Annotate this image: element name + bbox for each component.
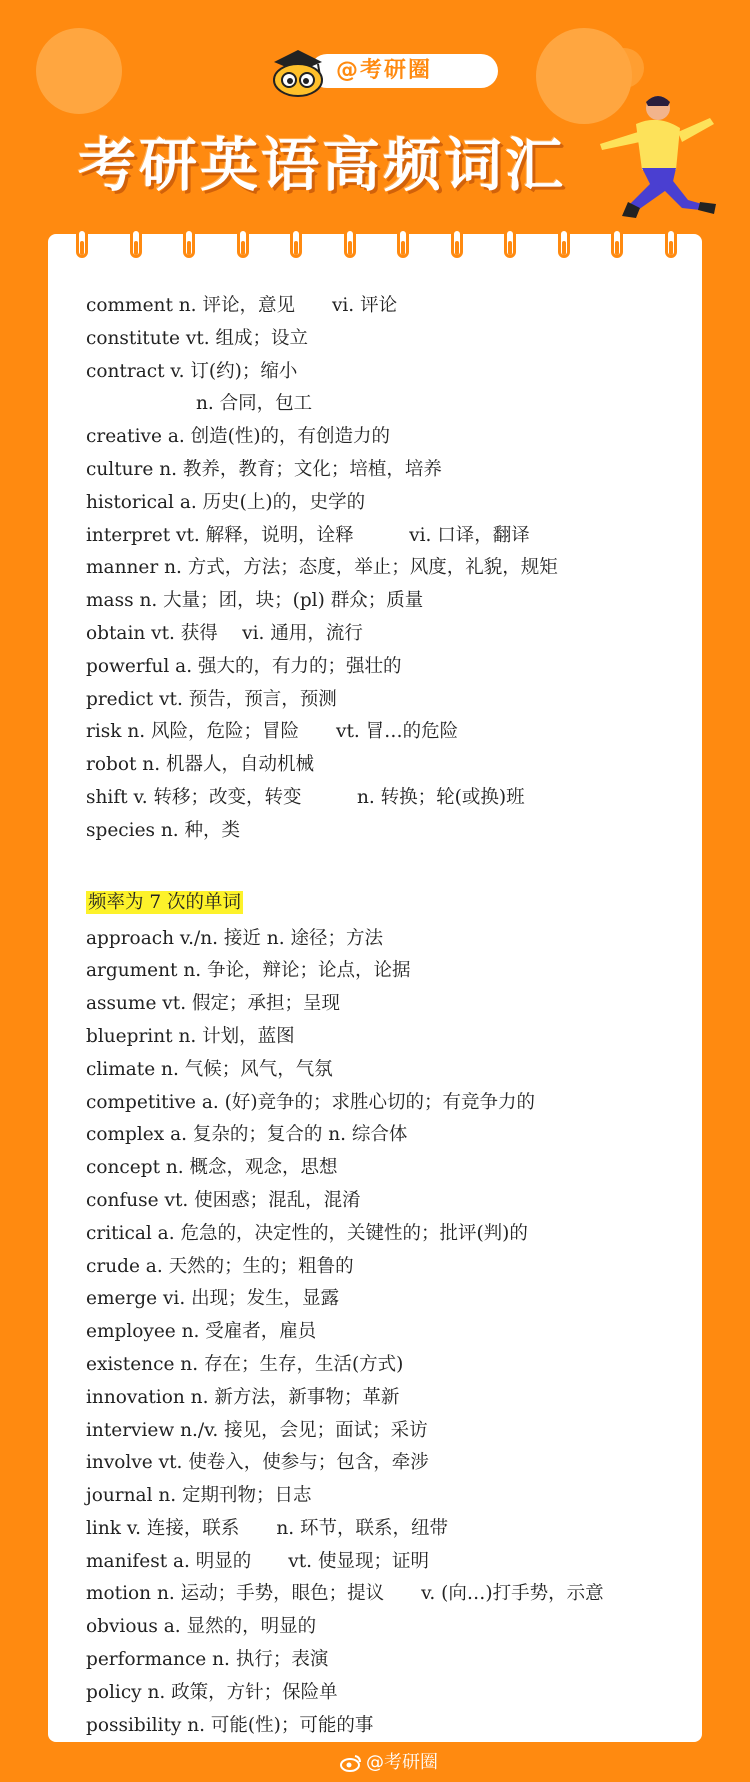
- vocab-entry: competitive a. (好)竞争的；求胜心切的；有竞争力的: [86, 1091, 536, 1113]
- vocab-list: [86, 290, 686, 1742]
- page-title: 考研英语高频词汇: [78, 131, 567, 199]
- binding-ring: [183, 228, 195, 258]
- vocab-entry: shift v. 转移；改变，转变 n. 转换；轮(或换)班: [86, 786, 525, 808]
- binding-ring: [451, 228, 463, 258]
- vocab-entry: predict vt. 预告，预言，预测: [86, 688, 337, 710]
- runner-illustration-icon: [592, 92, 722, 232]
- vocab-entry: risk n. 风险，危险；冒险 vt. 冒…的危险: [86, 721, 459, 743]
- binding-ring: [504, 228, 516, 258]
- vocab-entry: robot n. 机器人，自动机械: [86, 754, 314, 776]
- footer-watermark: [340, 1748, 438, 1774]
- section-heading-text: 频率为 7 次的单词: [88, 891, 242, 913]
- vocab-entry: n. 合同，包工: [196, 393, 313, 415]
- vocab-entry: contract v. 订(约)；缩小: [86, 360, 298, 382]
- vocab-entry: manifest a. 明显的 vt. 使显现；证明: [86, 1550, 429, 1572]
- vocab-entry: comment n. 评论，意见 vi. 评论: [86, 295, 398, 316]
- vocab-entry: blueprint n. 计划，蓝图: [86, 1025, 295, 1047]
- vocab-entry: historical a. 历史(上)的，史学的: [86, 491, 366, 513]
- vocab-entry: species n. 种，类: [86, 819, 241, 841]
- decor-circle-small: [604, 48, 644, 88]
- mascot-icon: [268, 46, 328, 98]
- vocab-entry: powerful a. 强大的，有力的；强壮的: [86, 655, 402, 677]
- vocab-entry: assume vt. 假定；承担；呈现: [86, 993, 340, 1015]
- footer-handle: @考研圈: [366, 1752, 438, 1773]
- vocab-entry: policy n. 政策，方针；保险单: [86, 1681, 338, 1703]
- vocab-entry: manner n. 方式，方法；态度，举止；风度，礼貌，规矩: [86, 557, 558, 579]
- vocab-entry: employee n. 受雇者，雇员: [86, 1321, 317, 1343]
- vocab-entry: performance n. 执行；表演: [86, 1649, 329, 1671]
- vocab-entry: mass n. 大量；团，块；(pl) 群众；质量: [86, 590, 424, 612]
- vocab-entry: interview n./v. 接见，会见；面试；采访: [86, 1419, 428, 1441]
- vocab-entry: link v. 连接，联系 n. 环节，联系，纽带: [86, 1517, 449, 1539]
- vocab-entry: constitute vt. 组成；设立: [86, 327, 309, 349]
- binding-ring: [665, 228, 677, 258]
- binding-ring: [611, 228, 623, 258]
- account-badge: [310, 54, 498, 88]
- vocab-entry: crude a. 天然的；生的；粗鲁的: [86, 1255, 354, 1277]
- section-gap: [86, 848, 686, 886]
- vocab-entry: approach v./n. 接近 n. 途径；方法: [86, 927, 383, 949]
- vocab-entry: complex a. 复杂的；复合的 n. 综合体: [86, 1124, 408, 1146]
- account-handle: @考研圈: [336, 58, 433, 83]
- vocab-entry: emerge vi. 出现；发生，显露: [86, 1288, 340, 1310]
- vocab-entry: journal n. 定期刊物；日志: [86, 1485, 312, 1507]
- binding-ring: [130, 228, 142, 258]
- vocab-entry: argument n. 争论，辩论；论点，论据: [86, 960, 411, 982]
- vocab-entry: involve vt. 使卷入，使参与；包含，牵涉: [86, 1452, 429, 1474]
- vocab-entry: obtain vt. 获得 vi. 通用，流行: [86, 622, 363, 644]
- binding-ring: [558, 228, 570, 258]
- vocab-entry: existence n. 存在；生存，生活(方式): [86, 1353, 404, 1375]
- decor-circle-left: [36, 28, 122, 114]
- binding-ring: [290, 228, 302, 258]
- binding-ring: [76, 228, 88, 258]
- vocab-entry: critical a. 危急的，决定性的，关键性的；批评(判)的: [86, 1222, 528, 1244]
- vocab-entry: motion n. 运动；手势，眼色；提议 v. (向…)打手势，示意: [86, 1583, 604, 1605]
- binding-ring: [397, 228, 409, 258]
- binding-ring: [237, 228, 249, 258]
- vocab-entry: culture n. 教养，教育；文化；培植，培养: [86, 458, 442, 480]
- vocab-entry: concept n. 概念，观念，思想: [86, 1157, 338, 1179]
- vocab-entry: possibility n. 可能(性)；可能的事: [86, 1714, 374, 1736]
- binding-ring: [344, 228, 356, 258]
- vocab-entry: innovation n. 新方法，新事物；革新: [86, 1386, 400, 1408]
- weibo-icon: [340, 1754, 362, 1772]
- notebook-rings: [48, 228, 702, 264]
- vocab-entry: confuse vt. 使困惑；混乱，混淆: [86, 1189, 361, 1211]
- vocab-entry: creative a. 创造(性)的，有创造力的: [86, 426, 391, 448]
- vocab-entry: climate n. 气候；风气，气氛: [86, 1058, 333, 1080]
- section-heading: [86, 886, 686, 919]
- vocab-entry: obvious a. 显然的，明显的: [86, 1616, 317, 1638]
- vocab-entry: interpret vt. 解释，说明，诠释 vi. 口译，翻译: [86, 524, 530, 546]
